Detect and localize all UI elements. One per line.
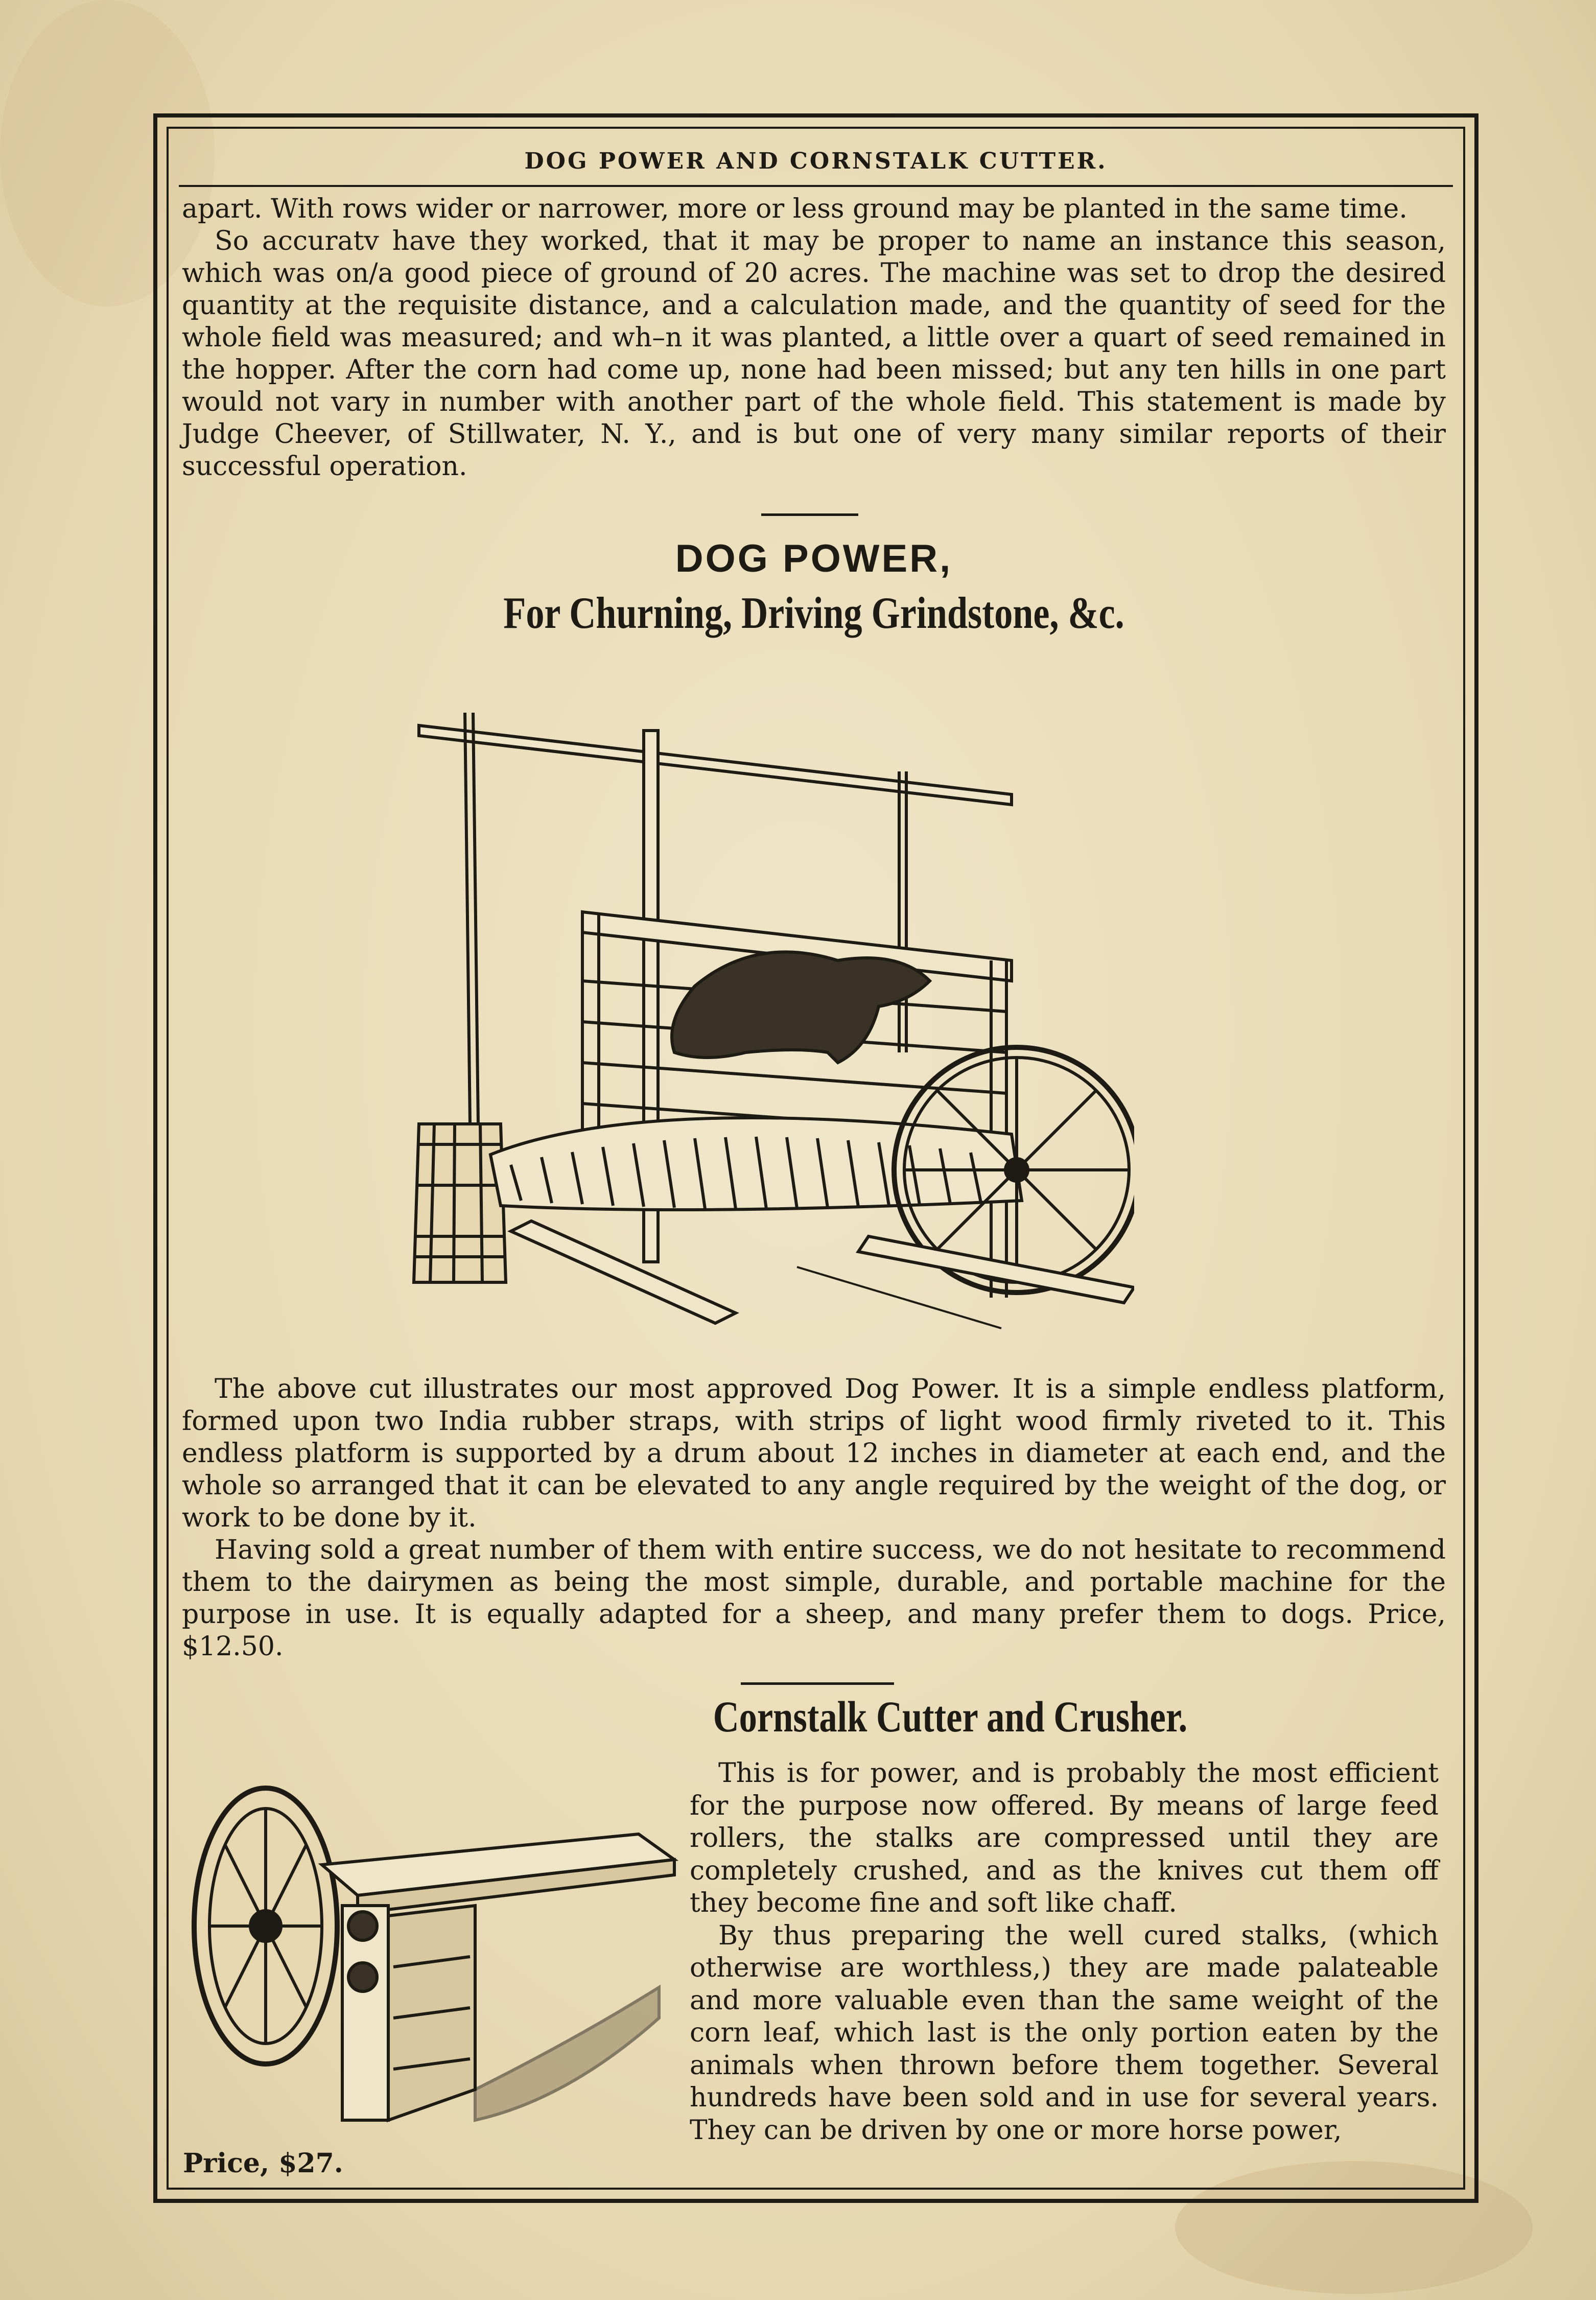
dog-power-title: DOG POWER, bbox=[675, 537, 953, 580]
cornstalk-cutter-title: Cornstalk Cutter and Crusher. bbox=[713, 1692, 1188, 1741]
intro-paragraph-1: apart. With rows wider or narrower, more or less ground may be planted in the same time. bbox=[182, 194, 1407, 224]
intro-text bbox=[182, 193, 1446, 483]
intro-paragraph-2: So accuratv have they worked, that it may be proper to name an instance this season, which was on/a good piece of ground of 20 acres. The machine was set to drop the desired quantity at the requisite distance, and a calculation made, and the quantity of seed for the whole field was measured; and wh–n it was planted, a little over a quart of seed remained in the hopper. After the corn had come up, none had been missed; but any ten hills in one part would not vary in number with another part of the whole field. This statement is made by Judge Cheever, of Stillwater, N. Y., and is but one of very many similar reports of their successful operation. bbox=[182, 226, 1446, 482]
cornstalk-cutter-description bbox=[690, 1757, 1439, 2147]
cornstalk-cutter-price: Price, $27. bbox=[183, 2148, 343, 2179]
cornstalk-cutter-illustration bbox=[189, 1773, 679, 2141]
running-head-rule bbox=[179, 185, 1453, 187]
section-divider-rule bbox=[761, 513, 858, 516]
dog-power-paragraph-2: Having sold a great number of them with entire success, we do not hesitate to recommend them to the dairymen as being the most simple, durable, and portable machine for the purpose in use. It is equally adapted for a sheep, and many prefer them to dogs. Price, $12.50. bbox=[182, 1535, 1446, 1662]
cornstalk-paragraph-1: This is for power, and is probably the most efficient for the purpose now offered. By means of large feed rollers, the stalks are compressed until they are completely crushed, and as the knives cut them off they become fine and soft like chaff. bbox=[690, 1758, 1439, 1918]
running-head: DOG POWER AND CORNSTALK CUTTER. bbox=[524, 148, 1108, 174]
dog-power-subtitle: For Churning, Driving Grindstone, &c. bbox=[503, 589, 1124, 638]
cornstalk-paragraph-2: By thus preparing the well cured stalks, (which otherwise are worthless,) they are made palateable and more valuable even than the same weight of the corn leaf, which last is the only portion eaten by the animals when thrown before them together. Several hundreds have been sold and in use for several years. They can be driven by one or more horse power, bbox=[690, 1920, 1439, 2146]
section-divider-rule bbox=[741, 1682, 894, 1685]
dog-power-illustration bbox=[388, 695, 1134, 1339]
dog-power-paragraph-1: The above cut illustrates our most approved Dog Power. It is a simple endless platform, formed upon two India rubber straps, with strips of light wood firmly riveted to it. This endless platform is supported by a drum about 12 inches in diameter at each end, and the whole so arranged that it can be elevated to any angle required by the weight of the dog, or work to be done by it. bbox=[182, 1374, 1446, 1533]
dog-power-description bbox=[182, 1373, 1446, 1663]
